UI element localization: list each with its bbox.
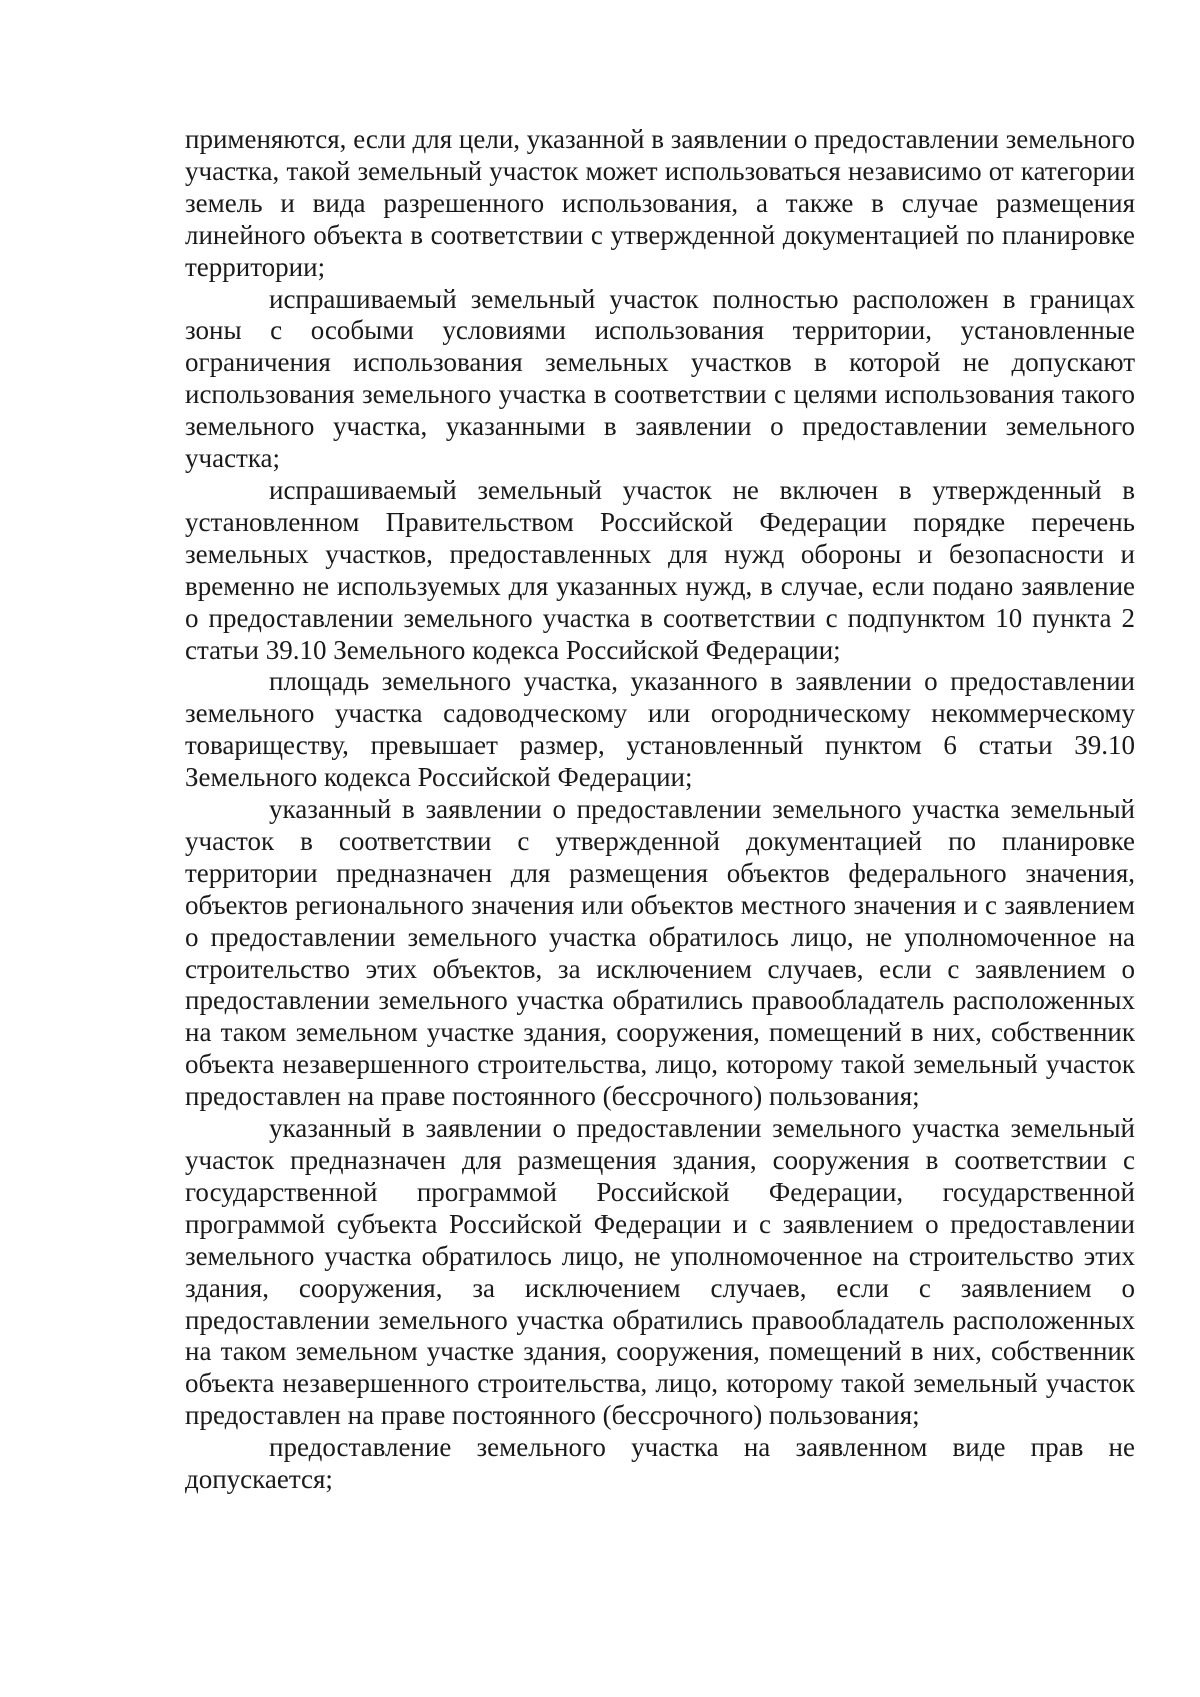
paragraph-area-limit: площадь земельного участка, указанного в заявлении о предоставлении земельного участка садоводческому или огородническому некоммерческому товариществу, превышает размер, установленный пунктом 6 статьи 39.10 Земельного кодекса Российской Федерации; (185, 666, 1135, 793)
document-body (185, 124, 1135, 1496)
paragraph-planning-objects: указанный в заявлении о предоставлении земельного участка земельный участок в соответствии с утвержденной документацией по планировке территории предназначен для размещения объектов федерального значения, объектов регионального значения или объектов местного значения и с заявлением о предоставлении земельного участка обратилось лицо, не уполномоченное на строительство этих объектов, за исключением случаев, если с заявлением о предоставлении земельного участка обратились правообладатель расположенных на таком земельном участке здания, сооружения, помещений в них, собственник объекта незавершенного строительства, лицо, которому такой земельный участок предоставлен на праве постоянного (бессрочного) пользования; (185, 794, 1135, 1112)
paragraph-rights-not-allowed: предоставление земельного участка на заявленном виде прав не допускается; (185, 1432, 1135, 1495)
paragraph-state-program: указанный в заявлении о предоставлении земельного участка земельный участок предназначен для размещения здания, сооружения в соответствии с государственной программой Российской Федерации, государственной программой субъекта Российской Федерации и с заявлением о предоставлении земельного участка обратилось лицо, не уполномоченное на строительство этих здания, сооружения, за исключением случаев, если с заявлением о предоставлении земельного участка обратились правообладатель расположенных на таком земельном участке здания, сооружения, помещений в них, собственник объекта незавершенного строительства, лицо, которому такой земельный участок предоставлен на праве постоянного (бессрочного) пользования; (185, 1113, 1135, 1431)
paragraph-continuation: применяются, если для цели, указанной в заявлении о предоставлении земельного участка, такой земельный участок может использоваться независимо от категории земель и вида разрешенного использования, а также в случае размещения линейного объекта в соответствии с утвержденной документацией по планировке территории; (185, 124, 1135, 282)
paragraph-restricted-zone: испрашиваемый земельный участок полностью расположен в границах зоны с особыми условиями использования территории, установленные ограничения использования земельных участков в которой не допускают использования земельного участка в соответствии с целями использования такого земельного участка, указанными в заявлении о предоставлении земельного участка; (185, 283, 1135, 474)
paragraph-defense-list: испрашиваемый земельный участок не включен в утвержденный в установленном Правительством Российской Федерации порядке перечень земельных участков, предоставленных для нужд обороны и безопасности и временно не используемых для указанных нужд, в случае, если подано заявление о предоставлении земельного участка в соответствии с подпунктом 10 пункта 2 статьи 39.10 Земельного кодекса Российской Федерации; (185, 474, 1135, 665)
